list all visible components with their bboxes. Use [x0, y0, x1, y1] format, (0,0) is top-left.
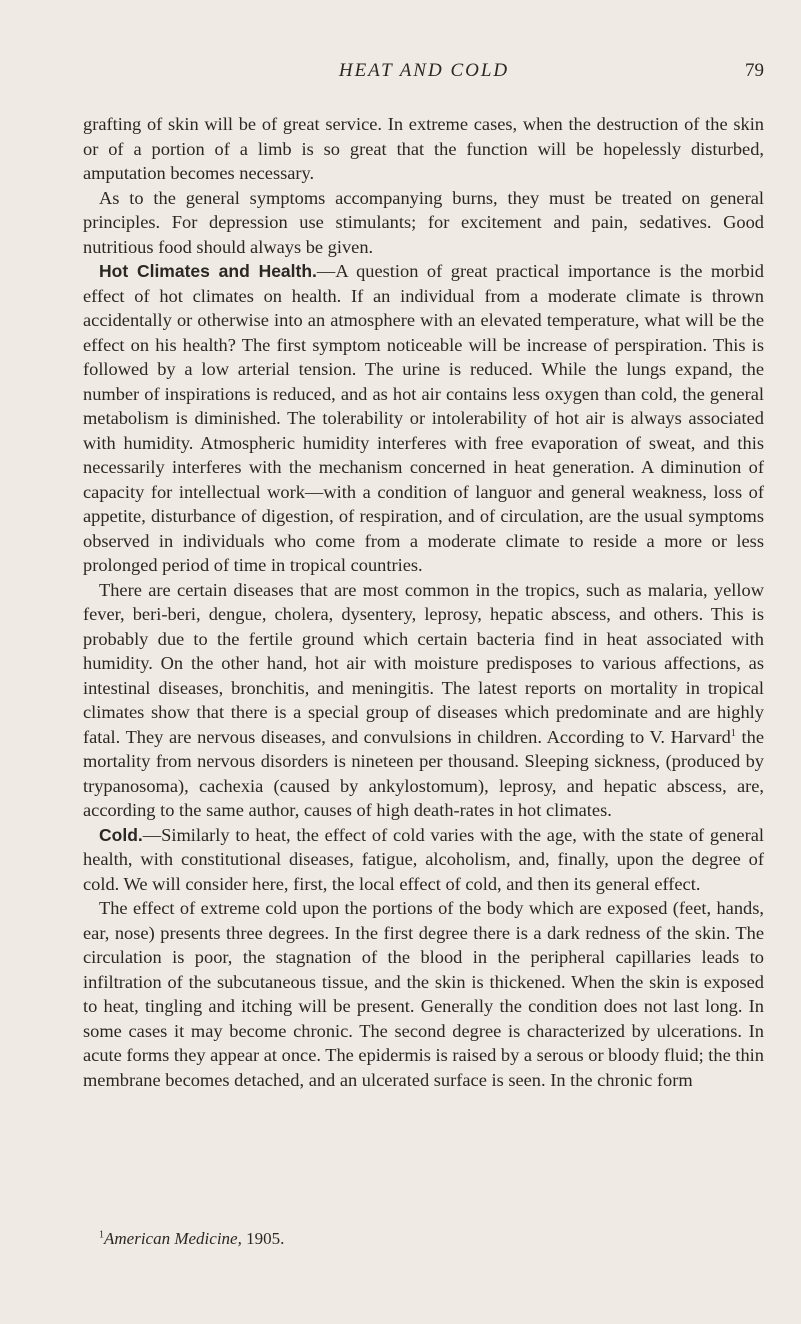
section-heading-cold: Cold.	[99, 824, 143, 845]
running-head	[84, 58, 764, 88]
page-number: 79	[745, 60, 764, 81]
footnote-source: American Medicine,	[104, 1229, 242, 1248]
running-title: HEAT AND COLD	[338, 60, 510, 81]
footnote	[99, 1228, 759, 1250]
footnote-year: 1905.	[241, 1229, 285, 1248]
paragraph-cold-degrees: The effect of extreme cold upon the portions of the body which are exposed (feet, hands, ear, nose) presents three degrees. In the first degree there is a dark redness of the skin. The circulation is poor, the stagnation of the blood in the peripheral capillaries leads to infiltration of the subcutaneous tissue, and the skin is thickened. When the skin is exposed to heat, tingling and itching will be present. Generally the condition does not last long. In some cases it may become chronic. The second degree is characterized by ulcerations. In acute forms they appear at once. The epidermis is raised by a serous or bloody fluid; the thin membrane becomes detached, and an ulcerated surface is seen. In the chronic form	[83, 898, 764, 1090]
tropical-diseases-text-cont: the mortality from nervous disorders is nineteen per thousand. Sleeping sickness, (produced by trypanosoma), cachexia (caused by ankylostomum), leprosy, and hepatic abscess, are, according to the same author, causes of high death-rates in hot climates.	[83, 726, 764, 820]
paragraph-continued: grafting of skin will be of great service. In extreme cases, when the destruction of the skin or of a portion of a limb is so great that the function will be hopelessly disturbed, amputation becomes necessary.	[83, 114, 764, 183]
tropical-diseases-text: There are certain diseases that are most common in the tropics, such as malaria, yellow fever, beri-beri, dengue, cholera, dysentery, leprosy, hepatic abscess, and others. This is probably due to the fertile ground which certain bacteria find in heat associated with humidity. On the other hand, hot air with moisture predisposes to various affections, as intestinal diseases, bronchitis, and meningitis. The latest reports on mortality in tropical climates show that there is a special group of diseases which predominate and are highly fatal. They are nervous diseases, and convulsions in children. According to V. Harvard	[83, 579, 764, 747]
hot-climates-text: —A question of great practical importance is the morbid effect of hot climates on health. If an individual from a moderate climate is thrown accidentally or otherwise into an atmosphere with an elevated temperature, what will be the effect on his health? The first symptom noticeable will be increase of perspiration. This is followed by a low arterial tension. The urine is reduced. While the lungs expand, the number of inspirations is reduced, and as hot air contains less oxygen than cold, the general metabolism is diminished. The tolerability or intolerability of hot air is always associated with humidity. Atmospheric humidity interferes with free evaporation of sweat, and this necessarily interferes with the mechanism concerned in heat generation. A diminution of capacity for intellectual work—with a condition of languor and general weakness, loss of appetite, disturbance of digestion, of respiration, and of circulation, are the usual symptoms observed in individuals who come from a moderate climate to reside a more or less prolonged period of time in tropical countries.	[83, 261, 764, 575]
paragraph-cold	[83, 823, 764, 897]
paragraph-burns-general-symptoms: As to the general symptoms accompanying burns, they must be treated on general principles. For depression use stimulants; for excitement and pain, sedatives. Good nutritious food should always be given.	[83, 187, 764, 257]
section-heading-hot-climates: Hot Climates and Health.	[99, 261, 317, 281]
cold-text: —Similarly to heat, the effect of cold varies with the age, with the state of general health, with constitutional diseases, fatigue, alcoholism, and, finally, upon the degree of cold. We will consider here, first, the local effect of cold, and then its general effect.	[83, 824, 764, 894]
paragraph-tropical-diseases	[83, 578, 764, 823]
paragraph-hot-climates	[83, 259, 764, 578]
footnote-reference: 1	[730, 727, 736, 739]
footnote-marker: 1	[99, 1229, 104, 1241]
body-text	[83, 112, 764, 1092]
